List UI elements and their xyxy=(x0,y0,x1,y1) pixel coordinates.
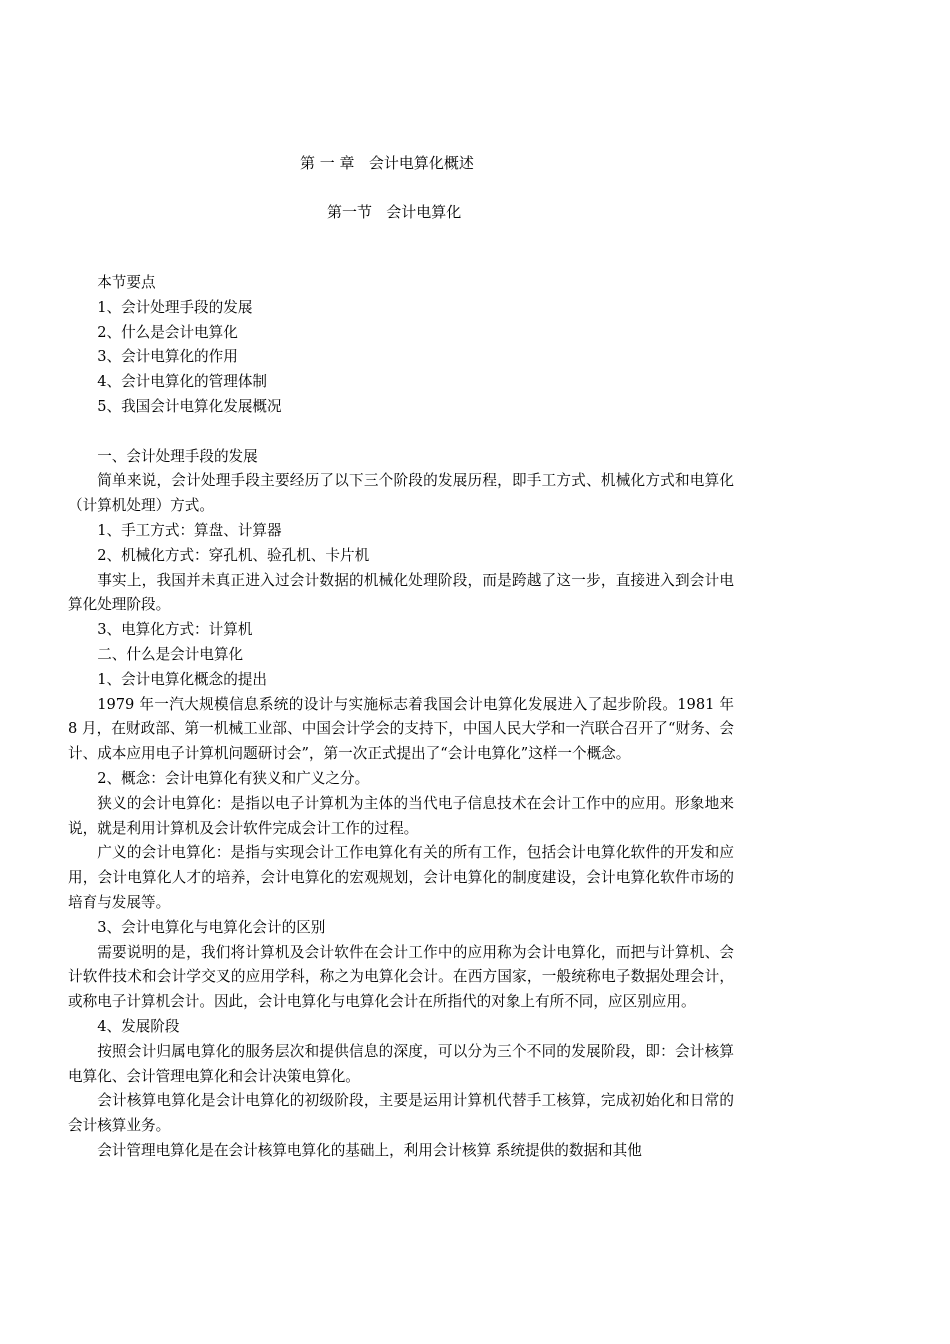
paragraph: 广义的会计电算化：是指与实现会计工作电算化有关的所有工作，包括会计电算化软件的开发和应用，会计电算化人才的培养，会计电算化的宏观规划，会计电算化的制度建设，会计电算化软件市场的培育与发展等。 xyxy=(68,844,734,911)
key-points-heading: 本节要点 xyxy=(97,274,156,291)
paragraph: 会计核算电算化是会计电算化的初级阶段，主要是运用计算机代替手工核算，完成初始化和日常的会计核算业务。 xyxy=(68,1092,734,1135)
subheading: 3、会计电算化与电算化会计的区别 xyxy=(97,918,326,936)
subheading: 1、会计电算化概念的提出 xyxy=(97,670,268,688)
subheading: 4、发展阶段 xyxy=(97,1017,180,1035)
key-point-item: 2、什么是会计电算化 xyxy=(97,323,238,341)
heading-2: 二、什么是会计电算化 xyxy=(97,645,244,663)
heading-1: 一、会计处理手段的发展 xyxy=(97,447,258,465)
paragraph: 简单来说，会计处理手段主要经历了以下三个阶段的发展历程，即手工方式、机械化方式和电算化（计算机处理）方式。 xyxy=(68,472,734,515)
paragraph: 需要说明的是，我们将计算机及会计软件在会计工作中的应用称为会计电算化，而把与计算机、会计软件技术和会计学交叉的应用学科，称之为电算化会计。在西方国家，一般统称电子数据处理会计，或称电子计算机会计。因此，会计电算化与电算化会计在所指代的对象上有所不同，应区别应用。 xyxy=(68,943,734,1011)
key-point-item: 5、我国会计电算化发展概况 xyxy=(97,397,282,415)
list-item: 2、机械化方式：穿孔机、验孔机、卡片机 xyxy=(97,546,370,564)
key-point-item: 3、会计电算化的作用 xyxy=(97,348,238,366)
paragraph: 1979 年一汽大规模信息系统的设计与实施标志着我国会计电算化发展进入了起步阶段。1981 年 8 月，在财政部、第一机械工业部、中国会计学会的支持下，中国人民大学和一汽联合召开了“财务、会计、成本应用电子计算机问题研讨会”，第一次正式提出了“会计电算化”这样一个概念。 xyxy=(68,695,734,763)
paragraph: 狭义的会计电算化：是指以电子计算机为主体的当代电子信息技术在会计工作中的应用。形象地来说，就是利用计算机及会计软件完成会计工作的过程。 xyxy=(68,794,734,837)
paragraph: 按照会计归属电算化的服务层次和提供信息的深度，可以分为三个不同的发展阶段，即：会计核算电算化、会计管理电算化和会计决策电算化。 xyxy=(68,1042,734,1085)
key-point-item: 1、会计处理手段的发展 xyxy=(97,298,253,316)
list-item: 3、电算化方式：计算机 xyxy=(97,621,253,639)
paragraph: 事实上，我国并未真正进入过会计数据的机械化处理阶段，而是跨越了这一步，直接进入到会计电算化处理阶段。 xyxy=(68,571,734,614)
document-body xyxy=(68,271,734,1164)
chapter-title: 第 一 章 会计电算化概述 xyxy=(300,154,474,172)
paragraph: 会计管理电算化是在会计核算电算化的基础上，利用会计核算 系统提供的数据和其他 xyxy=(97,1141,642,1159)
subheading: 2、概念：会计电算化有狭义和广义之分。 xyxy=(97,769,370,787)
list-item: 1、手工方式：算盘、计算器 xyxy=(97,521,282,539)
section-title: 第一节 会计电算化 xyxy=(327,203,462,221)
blank-line xyxy=(68,420,734,445)
key-point-item: 4、会计电算化的管理体制 xyxy=(97,373,268,391)
